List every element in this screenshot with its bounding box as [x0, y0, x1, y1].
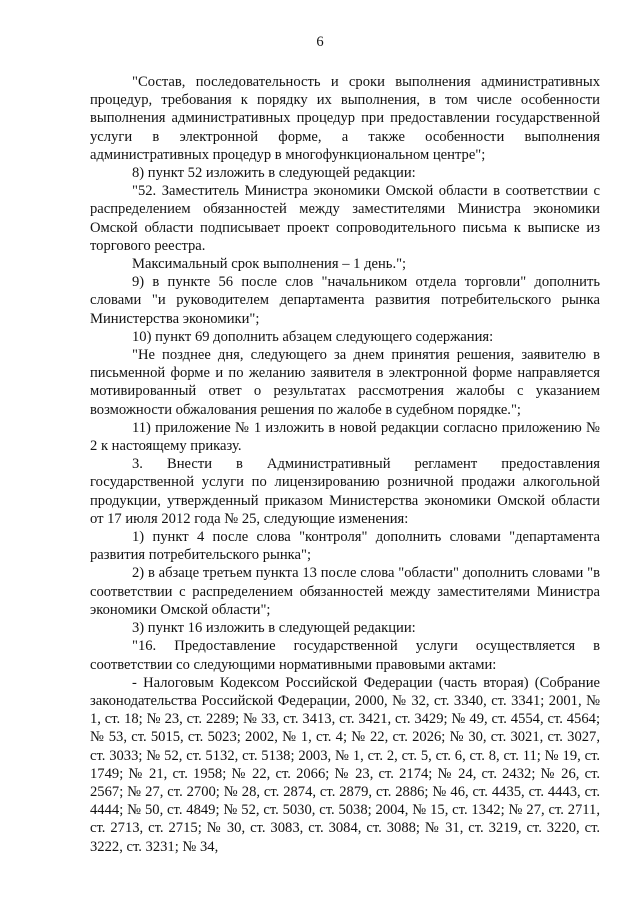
paragraph-section-3: 3. Внести в Административный регламент предоставления государственной услуги по лицензированию розничной продажи алкогольной продукции, утвержденный приказом Министерства экономики Омской области от 17 июля 2012 года № 25, следующие изменения:: [90, 456, 600, 527]
paragraph-item-8: 8) пункт 52 изложить в следующей редакции:: [132, 165, 416, 182]
paragraph-section-title-quote: "Состав, последовательность и сроки выполнения административных процедур, требования к порядку их выполнения, в том числе особенности выполнения административных процедур при предоставлении государственной услуги в электронной форме, а также особенности выполнения административных процедур в многофункциональном центре";: [90, 74, 600, 163]
paragraph-item-3: 3) пункт 16 изложить в следующей редакции:: [132, 620, 416, 637]
document-body: [90, 73, 600, 856]
paragraph-point-16: "16. Предоставление государственной услуги осуществляется в соответствии со следующими нормативными правовыми актами:: [90, 638, 600, 673]
paragraph-max-term: Максимальный срок выполнения – 1 день.";: [132, 256, 407, 273]
paragraph-item-1: 1) пункт 4 после слова "контроля" дополнить словами "департамента развития потребительского рынка";: [90, 529, 600, 564]
paragraph-point-52: "52. Заместитель Министра экономики Омской области в соответствии с распределением обязанностей между заместителями Министра экономики Омской области подписывает проект сопроводительного письма к выписке из торгового реестра.: [90, 183, 600, 254]
paragraph-item-11: 11) приложение № 1 изложить в новой редакции согласно приложению № 2 к настоящему приказу.: [90, 419, 600, 455]
paragraph-item-10: 10) пункт 69 дополнить абзацем следующего содержания:: [132, 328, 494, 345]
paragraph-complaint-answer: "Не позднее дня, следующего за днем принятия решения, заявителю в письменной форме и по желанию заявителя в электронной форме направляется мотивированный ответ о результатах рассмотрения жалобы с указанием возможности обжалования решения по жалобе в судебном порядке.";: [90, 347, 600, 418]
page-number: 6: [316, 34, 324, 50]
paragraph-item-9: 9) в пункте 56 после слов "начальником отдела торговли" дополнить словами "и руководителем департамента развития потребительского рынка Министерства экономики";: [90, 274, 600, 327]
paragraph-tax-code-citation: - Налоговым Кодексом Российской Федерации (часть вторая) (Собрание законодательства Российской Федерации, 2000, № 32, ст. 3340, ст. 3341; 2001, № 1, ст. 18; № 23, ст. 2289; № 33, ст. 3413, ст. 3421, ст. 3429; № 49, ст. 4554, ст. 4564; № 53, ст. 5015, ст. 5023; 2002, № 1, ст. 4; № 22, ст. 2026; № 30, ст. 3021, ст. 3027, ст. 3033; № 52, ст. 5132, ст. 5138; 2003, № 1, ст. 2, ст. 5, ст. 6, ст. 8, ст. 11; № 19, ст. 1749; № 21, ст. 1958; № 22, ст. 2066; № 23, ст. 2174; № 24, ст. 2432; № 26, ст. 2567; № 27, ст. 2700; № 28, ст. 2874, ст. 2879, ст. 2886; № 46, ст. 4435, ст. 4443, ст. 4444; № 50, ст. 4849; № 52, ст. 5030, ст. 5038; 2004, № 15, ст. 1342; № 27, ст. 2711, ст. 2713, ст. 2715; № 30, ст. 3083, ст. 3084, ст. 3088; № 31, ст. 3219, ст. 3220, ст. 3222, ст. 3231; № 34,: [90, 674, 600, 855]
paragraph-item-2: 2) в абзаце третьем пункта 13 после слова "области" дополнить словами "в соответствии с распределением обязанностей между заместителями Министра экономики Омской области";: [90, 565, 600, 618]
